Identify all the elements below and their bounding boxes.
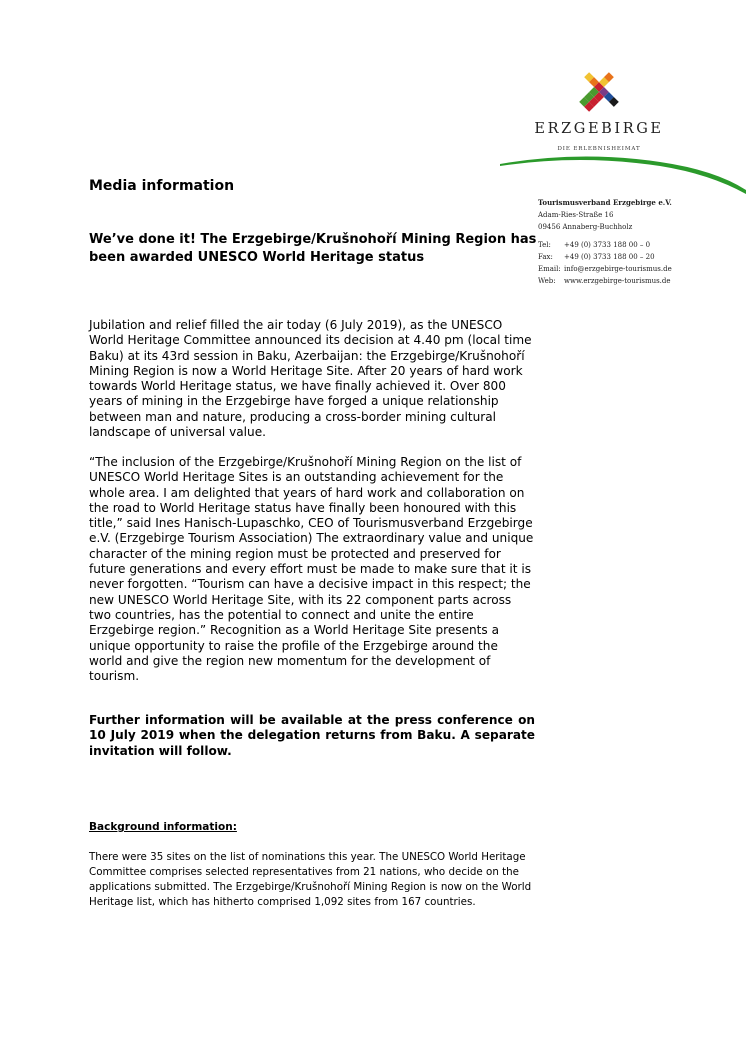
green-swoosh-icon (500, 150, 746, 195)
media-information-label: Media information (89, 178, 235, 194)
further-information: Further information will be available at the press conference on 10 July 2019 when the delegation returns from Baku. A separate invitation will follow. (89, 713, 535, 758)
body-paragraph-2: “The inclusion of the Erzgebirge/Krušnohoří Mining Region on the list of UNESCO World Heritage Sites is an outstanding achievement for the whole area. I am delighted that years of hard work and collaboration on the road to World Heritage status have finally been honoured with this title,” said Ines Hanisch-Lupaschko, CEO of Tourismusverband Erzgebirge e.V. (Erzgebirge Tourism Association) The extraordinary value and unique character of the mining region must be protected and preserved for future generations and every effort must be made to make sure that it is never forgotten. “Tourism can have a decisive impact in this respect; the new UNESCO World Heritage Site, with its 22 component parts across two countries, has the potential to connect and unite the entire Erzgebirge region.” Recognition as a World Heritage Site presents a unique opportunity to raise the profile of the Erzgebirge around the world and give the region new momentum for the development of tourism. (89, 455, 534, 684)
contact-org: Tourismusverband Erzgebirge e.V. (538, 198, 672, 207)
body-paragraph-1: Jubilation and relief filled the air today (6 July 2019), as the UNESCO World Heritage Committee announced its decision at 4.40 pm (local time Baku) at its 43rd session in Baku, Azerbaijan: the Erzgebirge/Krušnohoří Mining Region is now a World Heritage Site. After 20 years of hard work towards World Heritage status, we have finally achieved it. Over 800 years of mining in the Erzgebirge have forged a unique relationship between man and nature, producing a cross-border mining cultural landscape of universal value. (89, 318, 532, 440)
contact-email[interactable]: Email: info@erzgebirge-tourismus.de (538, 265, 672, 273)
brand-tagline: DIE ERLEBNISHEIMAT (557, 146, 641, 152)
contact-block (538, 197, 672, 287)
background-heading: Background information: (89, 821, 237, 833)
contact-web[interactable]: Web: www.erzgebirge-tourismus.de (538, 277, 671, 285)
erzgebirge-logo-icon (570, 62, 628, 120)
brand-name: ERZGEBIRGE (534, 121, 664, 137)
contact-street: Adam-Ries-Straße 16 (538, 211, 614, 219)
contact-fax: Fax: +49 (0) 3733 188 00 – 20 (538, 253, 655, 261)
background-text: There were 35 sites on the list of nominations this year. The UNESCO World Heritage Committee comprises selected representatives from 21 nations, who decide on the applications submitted. The Erzgebirge/Krušnohoří Mining Region is now on the World Heritage list, which has hitherto comprised 1,092 sites from 167 countries. (89, 851, 532, 908)
headline: We’ve done it! The Erzgebirge/Krušnohoří Mining Region has been awarded UNESCO World Heritage status (89, 232, 537, 265)
contact-city: 09456 Annaberg-Buchholz (538, 223, 633, 231)
contact-tel: Tel: +49 (0) 3733 188 00 – 0 (538, 241, 651, 249)
